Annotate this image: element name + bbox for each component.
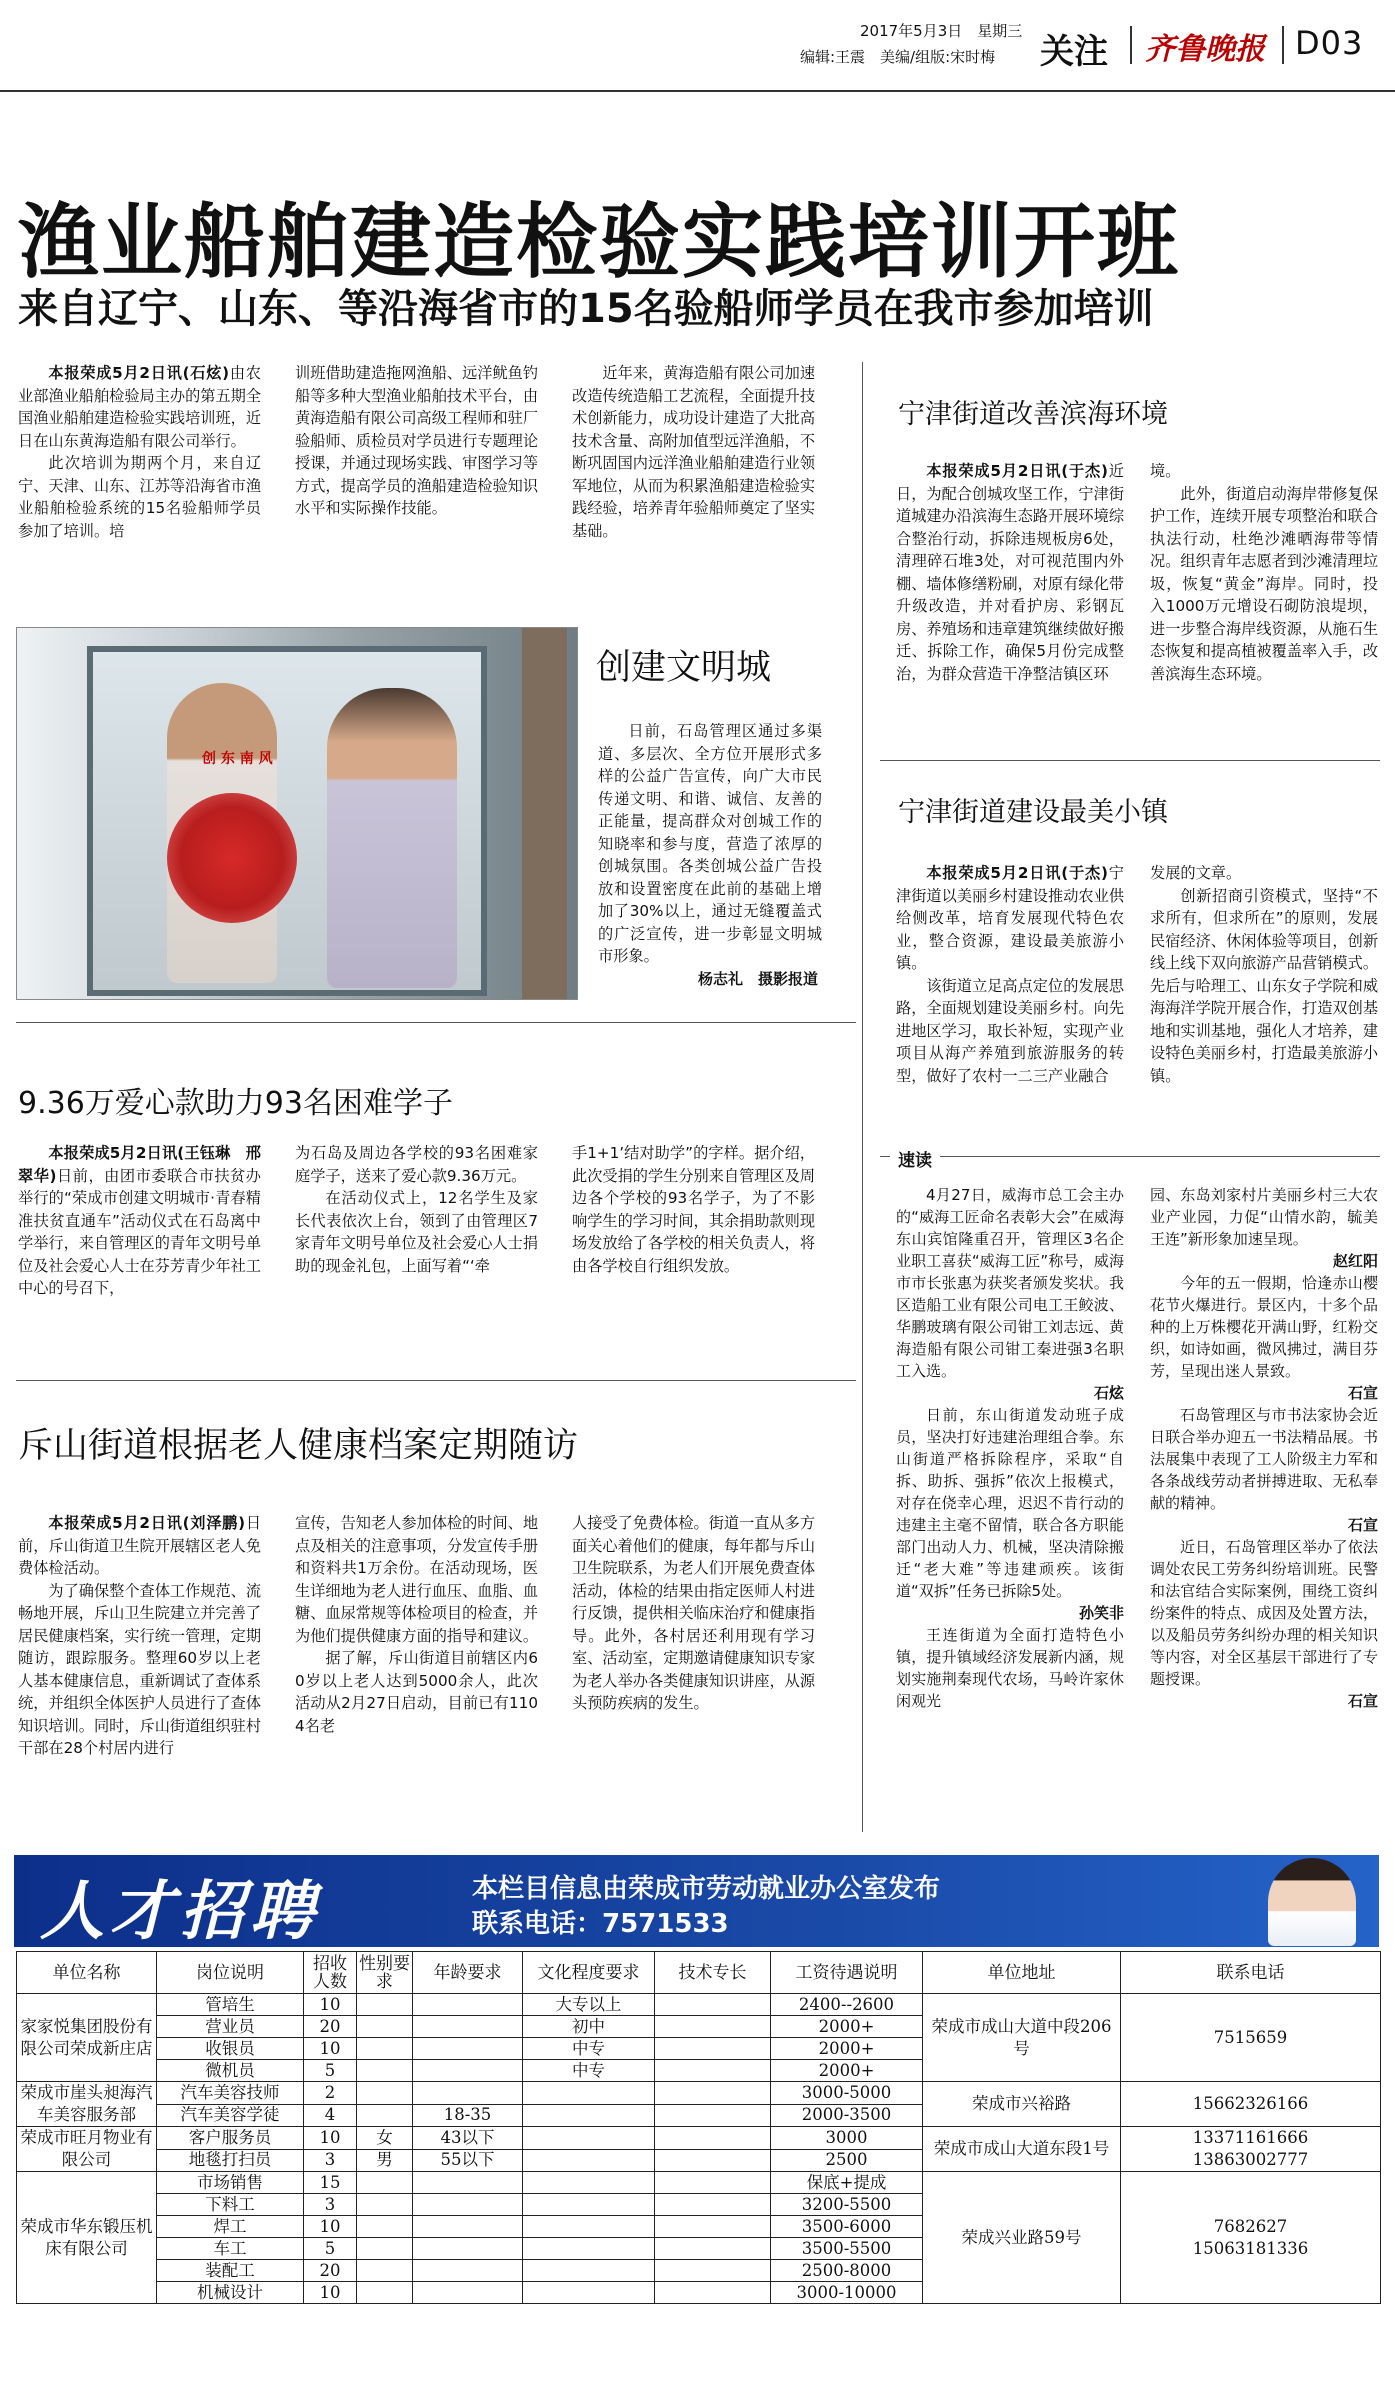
company-name-cell: 家家悦集团股份有限公司荣成新庄店 (17, 1994, 157, 2082)
byline: 赵红阳 (1332, 1252, 1378, 1270)
job-edu-cell (523, 2104, 655, 2127)
health-col2 (295, 1512, 538, 1737)
job-skill-cell (655, 2082, 771, 2105)
byline: 石宣 (1347, 1516, 1378, 1534)
paragraph: 为了确保整个查体工作规范、流畅地开展，斥山卫生院建立并完善了居民健康档案，实行统一管理，定期随访，跟踪服务。整理60岁以上老人基本健康信息，重新调试了查体系统，并组织全体医护人员进行了查体知识培训。同时，斥山街道组织驻村干部在28个村居内进行 (18, 1581, 262, 1757)
job-job-cell: 下料工 (157, 2194, 304, 2216)
job-sex-cell (357, 2016, 413, 2038)
job-pay-cell: 2000-3500 (771, 2104, 923, 2127)
job-job-cell: 焊工 (157, 2216, 304, 2238)
news-photo (16, 627, 578, 1000)
job-edu-cell (523, 2216, 655, 2238)
header-rule (0, 90, 1395, 92)
paragraph: 境。 (1150, 462, 1181, 480)
job-num-cell: 20 (304, 2260, 357, 2282)
column-header: 招收人数 (304, 1952, 357, 1994)
job-skill-cell (655, 2016, 771, 2038)
job-skill-cell (655, 2127, 771, 2150)
company-phone-cell: 15662326166 (1121, 2082, 1381, 2127)
photo-poster-text: 创 东 南 风 (202, 751, 273, 767)
recruit-note: 本栏目信息由荣成市劳动就业办公室发布 (472, 1874, 941, 1904)
section-rule (880, 760, 1380, 761)
company-phone-cell: 13371161666 13863002777 (1121, 2127, 1381, 2172)
table-header-row (17, 1952, 1381, 1994)
job-job-cell: 市场销售 (157, 2172, 304, 2194)
header-divider (1130, 26, 1132, 64)
issue-date: 2017年5月3日 星期三 (860, 22, 1023, 40)
job-skill-cell (655, 2260, 771, 2282)
job-pay-cell: 2400--2600 (771, 1994, 923, 2016)
job-pay-cell: 3000-10000 (771, 2282, 923, 2304)
paragraph: 创新招商引资模式，坚持“不求所有，但求所在”的原则，发展民宿经济、休闲体验等项目，创新线上线下双向旅游产品营销模式。先后与哈理工、山东女子学院和威海海洋学院开展合作，打造双创基地和实训基地，强化人才培养，建设特色美丽乡村，打造最美旅游小镇。 (1150, 886, 1378, 1085)
job-edu-cell (523, 2127, 655, 2150)
coast-headline: 宁津街道改善滨海环境 (898, 399, 1168, 430)
job-num-cell: 2 (304, 2082, 357, 2105)
job-edu-cell (523, 2082, 655, 2105)
job-job-cell: 管培生 (157, 1994, 304, 2016)
health-col1 (18, 1512, 261, 1760)
byline: 孙笑非 (1078, 1604, 1124, 1622)
table-row (17, 2082, 1381, 2105)
photo-credit: 杨志礼 摄影报道 (697, 969, 818, 988)
paragraph: 今年的五一假期，恰逢赤山樱花节火爆进行。景区内，十多个品种的上万株樱花开满山野，红粉交织，如诗如画，微风拂过，满目芬芳，呈现出迷人景致。 (1150, 1274, 1378, 1380)
company-phone-cell: 7515659 (1121, 1994, 1381, 2082)
job-age-cell (413, 2016, 523, 2038)
donation-col3 (572, 1142, 815, 1277)
job-edu-cell (523, 2172, 655, 2194)
job-job-cell: 收银员 (157, 2038, 304, 2060)
table-row (17, 1994, 1381, 2016)
paragraph (18, 1512, 261, 1580)
job-sex-cell (357, 2216, 413, 2238)
job-num-cell: 3 (304, 2194, 357, 2216)
section-rule (16, 1380, 856, 1381)
paragraph-text: 日前，斥山街道卫生院开展辖区老人免费体检活动。 (18, 1514, 262, 1577)
paragraph (18, 362, 261, 452)
job-age-cell: 43以下 (413, 2127, 523, 2150)
recruit-table (16, 1951, 1381, 2304)
company-address-cell: 荣成市成山大道东段1号 (923, 2127, 1121, 2172)
brief-col2 (1150, 1184, 1378, 1712)
column-header: 性别要求 (357, 1952, 413, 1994)
company-name-cell: 荣成市旺月物业有限公司 (17, 2127, 157, 2172)
job-pay-cell: 3200-5500 (771, 2194, 923, 2216)
job-job-cell: 汽车美容学徒 (157, 2104, 304, 2127)
main-subheadline: 来自辽宁、山东、等沿海省市的15名验船师学员在我市参加培训 (18, 286, 1154, 332)
job-pay-cell: 2500 (771, 2149, 923, 2172)
job-num-cell: 4 (304, 2104, 357, 2127)
dateline: 本报荣成5月2日讯(于杰) (926, 462, 1108, 480)
main-article-col1 (18, 362, 261, 542)
paragraph: 4月27日，威海市总工会主办的“威海工匠命名表彰大会”在威海东山宾馆隆重召开，管理区3名企业职工喜获“威海工匠”称号，威海市市长张惠为获奖者颁发奖状。我区造船工业有限公司电工王鲛波、华鹏玻璃有限公司钳工刘志远、黄海造船有限公司钳工秦进强3名职工入选。 (896, 1186, 1124, 1380)
job-edu-cell: 大专以上 (523, 1994, 655, 2016)
photo-person (327, 688, 457, 988)
job-job-cell: 汽车美容技师 (157, 2082, 304, 2105)
job-skill-cell (655, 2060, 771, 2082)
table-row (17, 2172, 1381, 2194)
paragraph: 该街道立足高点定位的发展思路，全面规划建设美丽乡村。向先进地区学习，取长补短，实现产业项目从海产养殖到旅游服务的转型，做好了农村一二三产业融合 (896, 976, 1124, 1085)
job-age-cell (413, 2216, 523, 2238)
job-sex-cell (357, 2260, 413, 2282)
brief-label: 速读 (890, 1146, 940, 1171)
paragraph-text: 近日，为配合创城攻坚工作，宁津街道城建办沿滨海生态路开展环境综合整治行动，拆除违规板房6处，清理碎石堆3处，对可视范围内外棚、墙体修缮粉刷，对原有绿化带升级改造，并对看护房、彩钢瓦房、养殖场和违章建筑继续做好搬迁、拆除工作，确保5月份完成整治，为群众营造干净整洁镇区环 (896, 462, 1124, 683)
column-header: 技术专长 (655, 1952, 771, 1994)
section-name: 关注 (1040, 32, 1108, 72)
town-col1 (896, 862, 1124, 1087)
job-age-cell (413, 1994, 523, 2016)
paragraph: 宣传，告知老人参加体检的时间、地点及相关的注意事项，分发宣传手册和资料共1万余份。在活动现场，医生详细地为老人进行血压、血脂、血糖、血尿常规等体检项目的检查，并为他们提供健康方面的指导和建议。 (295, 1514, 538, 1645)
column-header: 联系电话 (1121, 1952, 1381, 1994)
job-pay-cell: 3000 (771, 2127, 923, 2150)
job-sex-cell (357, 2082, 413, 2105)
paragraph-text: 日前，由团市委联合市扶贫办举行的“荣成市创建文明城市·青春精准扶贫直通车”活动仪式在石岛离中学举行，来自管理区的青年文明号单位及社会爱心人士在芬芳青少年社工中心的号召下， (18, 1166, 261, 1297)
column-header: 单位地址 (923, 1952, 1121, 1994)
job-age-cell (413, 2038, 523, 2060)
donation-headline: 9.36万爱心款助力93名困难学子 (18, 1086, 453, 1121)
job-job-cell: 地毯打扫员 (157, 2149, 304, 2172)
job-skill-cell (655, 2282, 771, 2304)
town-col2 (1150, 862, 1378, 1087)
photo-pillar (522, 628, 567, 1000)
job-sex-cell (357, 2238, 413, 2260)
job-sex-cell: 女 (357, 2127, 413, 2150)
job-job-cell: 机械设计 (157, 2282, 304, 2304)
dateline: 本报荣成5月2日讯(刘泽鹏) (48, 1514, 246, 1532)
recruit-phone: 联系电话：7571533 (472, 1909, 729, 1939)
health-headline: 斥山街道根据老人健康档案定期随访 (18, 1426, 579, 1466)
paragraph: 在活动仪式上，12名学生及家长代表依次上台，领到了由管理区7家青年文明号单位及社会爱心人士捐助的现金礼包，上面写着“‘牵 (295, 1189, 538, 1275)
job-skill-cell (655, 2216, 771, 2238)
section-rule (16, 1022, 856, 1023)
editor-credits: 编辑:王震 美编/组版:宋时梅 (800, 48, 996, 66)
paragraph: 据了解，斥山街道目前辖区内60岁以上老人达到5000余人，此次活动从2月27日启动，目前已有1104名老 (295, 1649, 538, 1735)
recruiter-avatar (1268, 1858, 1356, 1946)
table-row (17, 2127, 1381, 2150)
job-num-cell: 15 (304, 2172, 357, 2194)
coast-col1 (896, 460, 1124, 685)
paragraph (896, 862, 1124, 975)
civ-article (598, 720, 822, 990)
job-edu-cell (523, 2149, 655, 2172)
company-address-cell: 荣成市成山大道中段206号 (923, 1994, 1121, 2082)
job-job-cell: 车工 (157, 2238, 304, 2260)
job-age-cell (413, 2238, 523, 2260)
paragraph (896, 460, 1124, 685)
job-sex-cell (357, 2172, 413, 2194)
job-job-cell: 营业员 (157, 2016, 304, 2038)
job-num-cell: 10 (304, 1994, 357, 2016)
paragraph-text: 宁津街道以美丽乡村建设推动农业供给侧改革，培育发展现代特色农业，整合资源，建设最美旅游小镇。 (896, 864, 1124, 972)
job-num-cell: 20 (304, 2016, 357, 2038)
donation-col2 (295, 1142, 538, 1277)
paragraph: 为石岛及周边各学校的93名困难家庭学子，送来了爱心款9.36万元。 (295, 1144, 538, 1185)
job-pay-cell: 保底+提成 (771, 2172, 923, 2194)
job-skill-cell (655, 1994, 771, 2016)
job-sex-cell (357, 1994, 413, 2016)
health-col3 (572, 1512, 815, 1715)
job-edu-cell: 中专 (523, 2038, 655, 2060)
main-headline: 渔业船舶建造检验实践培训开班 (18, 196, 1181, 290)
job-age-cell (413, 2060, 523, 2082)
job-skill-cell (655, 2104, 771, 2127)
job-pay-cell: 2000+ (771, 2038, 923, 2060)
job-job-cell: 装配工 (157, 2260, 304, 2282)
paragraph: 园、东岛刘家村片美丽乡村三大农业产业园，力促“山情水韵，毓美王连”新形象加速呈现。 (1150, 1186, 1378, 1248)
paragraph: 训班借助建造拖网渔船、远洋鱿鱼钓船等多种大型渔业船舶技术平台，由黄海造船有限公司高级工程师和驻厂验船师、质检员对学员进行专题理论授课，并通过现场实践、审图学习等方式，提高学员的渔船建造检验知识水平和实际操作技能。 (295, 364, 538, 517)
job-sex-cell (357, 2194, 413, 2216)
recruit-title: 人才招聘 (40, 1875, 320, 1949)
job-pay-cell: 3000-5000 (771, 2082, 923, 2105)
job-skill-cell (655, 2238, 771, 2260)
byline: 石宣 (1347, 1384, 1378, 1402)
dateline: 本报荣成5月2日讯(王钰琳 邢翠华) (18, 1144, 261, 1185)
job-edu-cell: 初中 (523, 2016, 655, 2038)
photo-red-poster (167, 793, 297, 923)
paragraph: 近日，石岛管理区举办了依法调处农民工劳务纠纷培训班。民警和法官结合实际案例，围绕工资纠纷案件的特点、成因及处置方法，以及船员劳务纠纷办理的相关知识等内容，对全区基层干部进行了专题授课。 (1150, 1538, 1378, 1688)
paragraph-text: 由农业部渔业船舶检验局主办的第五期全国渔业船舶建造检验实践培训班，近日在山东黄海造船有限公司举行。 (18, 364, 261, 450)
column-divider (862, 362, 863, 1832)
job-job-cell: 客户服务员 (157, 2127, 304, 2150)
job-job-cell: 微机员 (157, 2060, 304, 2082)
dateline: 本报荣成5月2日讯(于杰) (926, 864, 1108, 882)
job-edu-cell (523, 2194, 655, 2216)
dateline: 本报荣成5月2日讯(石炫) (48, 364, 230, 382)
job-age-cell: 18-35 (413, 2104, 523, 2127)
main-article-col2 (295, 362, 538, 520)
column-header: 工资待遇说明 (771, 1952, 923, 1994)
job-age-cell (413, 2282, 523, 2304)
job-sex-cell (357, 2038, 413, 2060)
brief-col1 (896, 1184, 1124, 1712)
paragraph: 人接受了免费体检。街道一直从多方面关心着他们的健康，每年都与斥山卫生院联系，为老人们开展免费查体活动，体检的结果由指定医师人村进行反馈，提供相关临床治疗和健康指导。此外，各村居还利用现有学习室、活动室，定期邀请健康知识专家为老人举办各类健康知识讲座，从源头预防疾病的发生。 (572, 1514, 815, 1712)
job-pay-cell: 3500-6000 (771, 2216, 923, 2238)
company-name-cell: 荣成市崖头昶海汽车美容服务部 (17, 2082, 157, 2127)
job-edu-cell (523, 2238, 655, 2260)
paragraph: 王连街道为全面打造特色小镇，提升镇域经济发展新内涵，规划实施荆秦现代农场，马岭许家休闲观光 (896, 1626, 1124, 1710)
column-header: 单位名称 (17, 1952, 157, 1994)
job-edu-cell (523, 2282, 655, 2304)
job-sex-cell: 男 (357, 2149, 413, 2172)
donation-col1 (18, 1142, 261, 1300)
byline: 石宣 (1347, 1692, 1378, 1710)
column-header: 文化程度要求 (523, 1952, 655, 1994)
coast-col2 (1150, 460, 1378, 685)
byline: 石炫 (1093, 1384, 1124, 1402)
paragraph (18, 1142, 261, 1300)
job-num-cell: 10 (304, 2038, 357, 2060)
section-rule (880, 1156, 1380, 1157)
job-num-cell: 10 (304, 2282, 357, 2304)
job-skill-cell (655, 2149, 771, 2172)
job-sex-cell (357, 2104, 413, 2127)
job-skill-cell (655, 2194, 771, 2216)
job-age-cell (413, 2082, 523, 2105)
company-name-cell: 荣成市华东锻压机床有限公司 (17, 2172, 157, 2304)
paragraph: 日前，石岛管理区通过多渠道、多层次、全方位开展形式多样的公益广告宣传，向广大市民传递文明、和谐、诚信、友善的正能量，提高群众对创城工作的知晓率和参与度，营造了浓厚的创城氛围。各类创城公益广告投放和设置密度在此前的基础上增加了30%以上，通过无缝覆盖式的广泛宣传，进一步彰显文明城市形象。 (598, 722, 822, 965)
job-num-cell: 3 (304, 2149, 357, 2172)
paragraph: 近年来，黄海造船有限公司加速改造传统造船工艺流程，全面提升技术创新能力，成功设计建造了大批高技术含量、高附加值型远洋渔船，不断巩固国内远洋渔业船舶建造行业领军地位，从而为积累渔船建造检验实践经验，培养青年验船师奠定了坚实基础。 (572, 364, 816, 540)
job-age-cell (413, 2194, 523, 2216)
job-num-cell: 5 (304, 2238, 357, 2260)
job-pay-cell: 3500-5500 (771, 2238, 923, 2260)
paragraph: 石岛管理区与市书法家协会近日联合举办迎五一书法精品展。书法展集中表现了工人阶级主力军和各条战线劳动者拼搏进取、无私奉献的精神。 (1150, 1406, 1378, 1512)
job-pay-cell: 2000+ (771, 2016, 923, 2038)
job-sex-cell (357, 2060, 413, 2082)
page-number: D03 (1295, 24, 1364, 62)
company-phone-cell: 7682627 15063181336 (1121, 2172, 1381, 2304)
company-address-cell: 荣成兴业路59号 (923, 2172, 1121, 2304)
newspaper-logo: 齐鲁晚报 (1145, 32, 1265, 67)
main-article-col3 (572, 362, 815, 542)
paragraph: 发展的文章。 (1150, 864, 1242, 882)
civ-headline: 创建文明城 (596, 648, 772, 688)
job-num-cell: 5 (304, 2060, 357, 2082)
job-pay-cell: 2500-8000 (771, 2260, 923, 2282)
job-sex-cell (357, 2282, 413, 2304)
company-address-cell: 荣成市兴裕路 (923, 2082, 1121, 2127)
job-num-cell: 10 (304, 2216, 357, 2238)
paragraph: 手1+1’结对助学”的字样。据介绍，此次受捐的学生分别来自管理区及周边各个学校的93名学子，为了不影响学生的学习时间，其余捐助款则现场发放给了各学校的相关负责人，将由各学校自行组织发放。 (572, 1144, 815, 1275)
paragraph: 此外，街道启动海岸带修复保护工作，连续开展专项整治和联合执法行动，杜绝沙滩晒海带等情况。组织青年志愿者到沙滩清理垃圾，恢复“黄金”海岸。同时，投入1000万元增设石砌防浪堤坝，进一步整合海岸线资源，从施石生态恢复和提高植被覆盖率入手，改善滨海生态环境。 (1150, 484, 1378, 683)
town-headline: 宁津街道建设最美小镇 (898, 797, 1168, 828)
job-pay-cell: 2000+ (771, 2060, 923, 2082)
job-skill-cell (655, 2172, 771, 2194)
job-age-cell (413, 2260, 523, 2282)
job-edu-cell: 中专 (523, 2060, 655, 2082)
job-edu-cell (523, 2260, 655, 2282)
job-age-cell: 55以下 (413, 2149, 523, 2172)
paragraph: 日前，东山街道发动班子成员，坚决打好违建治理组合拳。东山街道严格拆除程序，采取“自拆、助拆、强拆”依次上报模式，对存在侥幸心理，迟迟不肯行动的违建主主毫不留情，联合各方职能部门出动人力、机械，坚决清除搬迁“老大难”等违建顽疾。该街道“双拆”任务已拆除5处。 (896, 1406, 1124, 1600)
paragraph: 此次培训为期两个月，来自辽宁、天津、山东、江苏等沿海省市渔业船舶检验系统的15名验船师学员参加了培训。培 (18, 454, 261, 540)
column-header: 岗位说明 (157, 1952, 304, 1994)
job-num-cell: 10 (304, 2127, 357, 2150)
job-skill-cell (655, 2038, 771, 2060)
column-header: 年龄要求 (413, 1952, 523, 1994)
job-age-cell (413, 2172, 523, 2194)
header-divider (1282, 26, 1284, 64)
